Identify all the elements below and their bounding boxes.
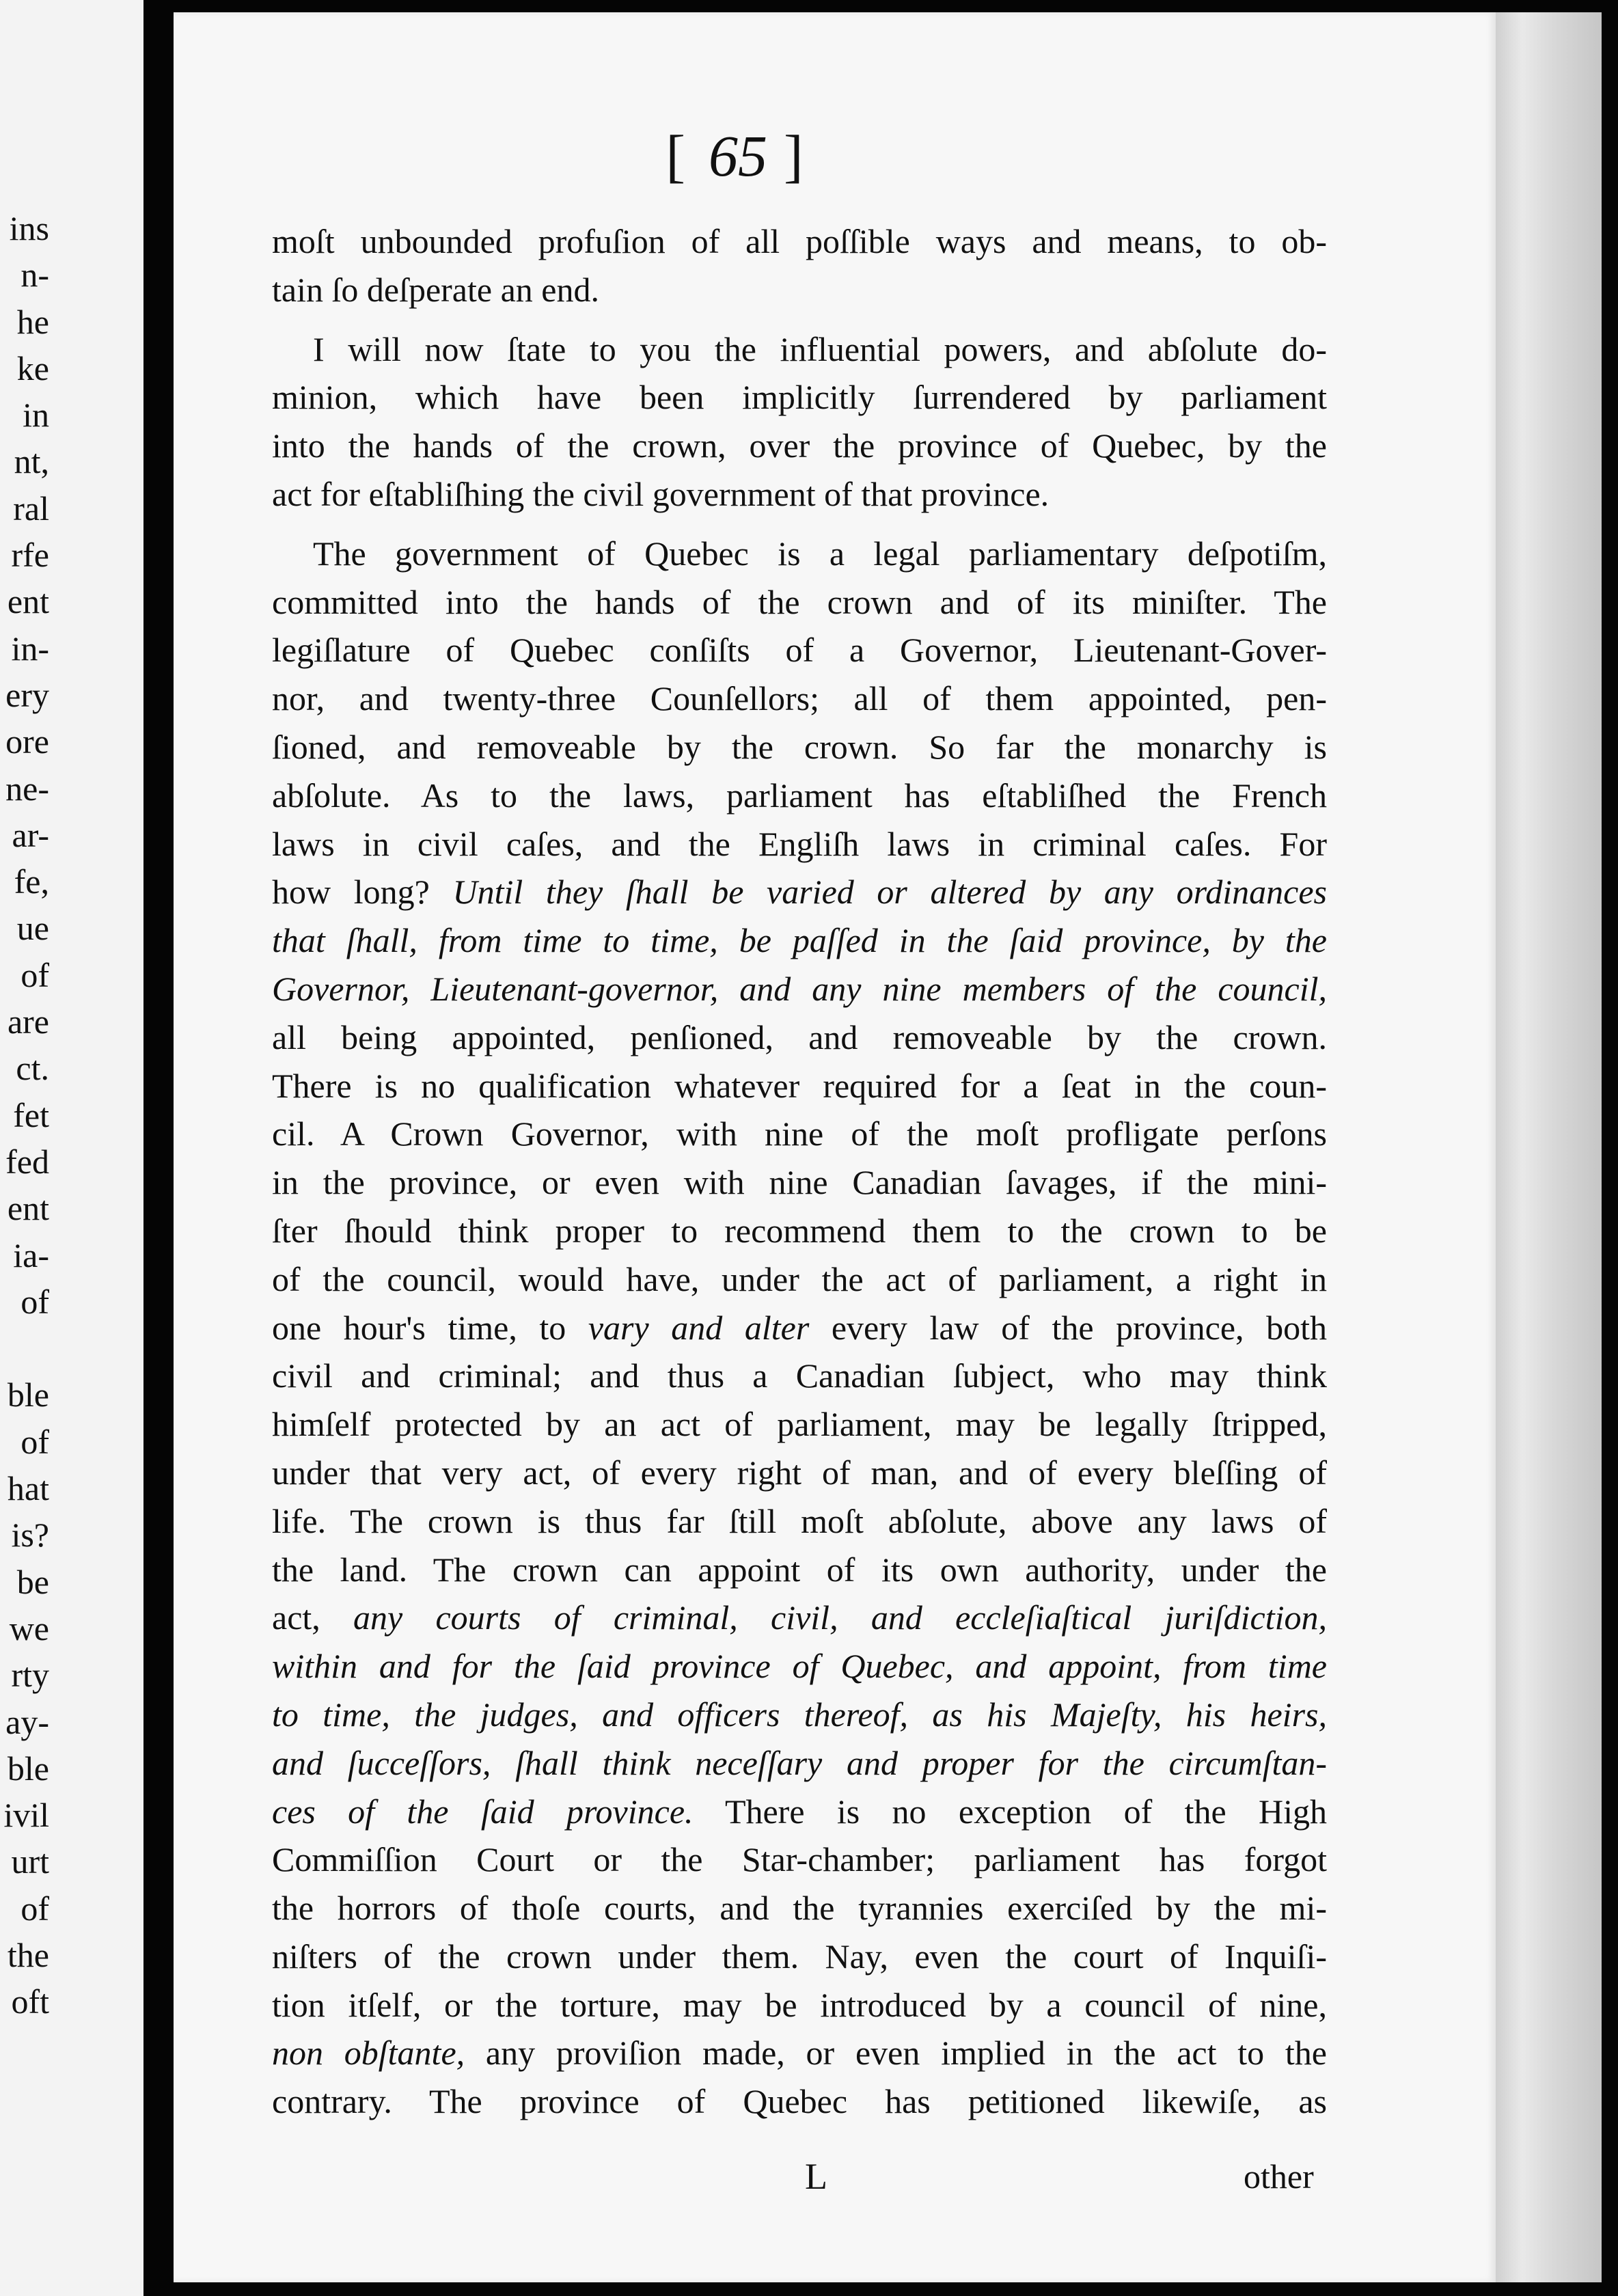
facing-page-fragment: in [23, 396, 49, 435]
text-span: I will now ſtate to you the influential powers, and abſolute do- [313, 329, 1327, 368]
text-line [272, 470, 1327, 519]
facing-page-fragment: rfe [11, 536, 49, 575]
facing-page-fragment: ct. [16, 1049, 49, 1088]
text-span: moſt unbounded profuſion of all poſſible ways and means, to ob- [272, 222, 1327, 260]
facing-page-fragment: ivil [3, 1796, 49, 1835]
text-span: of the council, would have, under the act of parliament, a right in [272, 1259, 1327, 1298]
facing-page-fragment: of [20, 1889, 49, 1928]
italic-span: vary and alter [588, 1308, 810, 1347]
text-line [272, 1400, 1327, 1449]
text-line [272, 1739, 1327, 1788]
text-span: tain ſo deſperate an end. [272, 270, 599, 309]
text-line [272, 325, 1327, 374]
text-span: minion, which have been implicitly ſurrendered by parliament [272, 378, 1327, 417]
facing-page-fragment: are [7, 1002, 49, 1041]
facing-page-fragment: is? [11, 1516, 49, 1555]
text-span: into the hands of the crown, over the province of Quebec, by the [272, 426, 1327, 465]
italic-span: non obſtante, [272, 2034, 465, 2073]
text-span: tion itſelf, or the torture, may be introduced by a council of nine, [272, 1985, 1327, 2024]
facing-page-fragment: ar- [12, 815, 49, 854]
text-span: There is no qualification whatever required for a ſeat in the coun- [272, 1066, 1327, 1105]
text-span: niſters of the crown under them. Nay, even the court of Inquiſi- [272, 1937, 1327, 1976]
text-span: all being appointed, penſioned, and removeable by the crown. [272, 1017, 1327, 1056]
text-span: himſelf protected by an act of parliament, may be legally ſtripped, [272, 1405, 1327, 1444]
text-line [272, 1691, 1327, 1739]
facing-page-fragment: of [20, 1422, 49, 1461]
facing-page-text [0, 205, 49, 2025]
italic-span: to time, the judges, and officers thereof, as his Majeſty, his heirs, [272, 1695, 1327, 1734]
text-line [272, 578, 1327, 627]
facing-page [0, 0, 143, 2296]
text-line [272, 868, 1327, 916]
facing-page-fragment: oft [11, 1982, 49, 2021]
facing-page-fragment: ia- [13, 1235, 49, 1274]
facing-page-fragment: ke [16, 348, 49, 387]
text-span: how long? [272, 873, 453, 912]
facing-page-fragment: ral [13, 489, 49, 528]
facing-page-fragment: rty [11, 1656, 49, 1695]
facing-page-fragment: urt [11, 1842, 49, 1881]
facing-page-fragment: ery [5, 675, 49, 714]
text-line [272, 626, 1327, 674]
signature-mark: L [805, 2156, 827, 2197]
text-span: any proviſion made, or even implied in the act to the [465, 2034, 1327, 2073]
text-span: The government of Quebec is a legal parliamentary deſpotiſm, [313, 534, 1327, 573]
text-span: act, [272, 1598, 354, 1637]
text-line [272, 530, 1327, 578]
text-line [272, 1207, 1327, 1255]
facing-page-fragment: ore [5, 722, 49, 761]
facing-page-fragment: he [16, 302, 49, 341]
page-number: 65 [709, 123, 767, 189]
text-span: life. The crown is thus far ſtill moſt abſolute, above any laws of [272, 1501, 1327, 1540]
facing-page-fragment: ent [7, 582, 49, 621]
facing-page-fragment: ins [9, 209, 49, 247]
text-span: Commiſſion Court or the Star-chamber; parliament has forgot [272, 1840, 1327, 1879]
facing-page-fragment: ent [7, 1189, 49, 1228]
page-edge-stack [1496, 12, 1602, 2282]
italic-span: that ſhall, from time to time, be paſſed in the ſaid province, by the [272, 921, 1327, 960]
facing-page-fragment: n- [20, 256, 49, 295]
text-span: every law of the province, both [809, 1308, 1327, 1347]
italic-span: Until they ſhall be varied or altered by any ordinances [452, 873, 1327, 912]
facing-page-fragment [0, 1325, 49, 1371]
facing-page-fragment: in- [11, 629, 49, 668]
text-line [272, 916, 1327, 965]
text-line [272, 771, 1327, 820]
italic-span: within and for the ſaid province of Quebec, and appoint, from time [272, 1647, 1327, 1686]
text-line [272, 1642, 1327, 1691]
facing-page-fragment: fed [5, 1142, 49, 1181]
text-line [272, 1013, 1327, 1062]
page-header [547, 122, 929, 190]
body-text [272, 217, 1327, 2126]
text-line [272, 266, 1327, 314]
text-span: ſter ſhould think proper to recommend them to the crown to be [272, 1211, 1327, 1250]
text-span: in the province, or even with nine Canadian ſavages, if the mini- [272, 1163, 1327, 1202]
text-line [272, 674, 1327, 723]
text-span: nor, and twenty-three Counſellors; all of them appointed, pen- [272, 679, 1327, 718]
text-line [272, 1546, 1327, 1594]
text-line [272, 1594, 1327, 1642]
text-span: civil and criminal; and thus a Canadian ſubject, who may think [272, 1356, 1327, 1395]
book-gutter [143, 0, 174, 2296]
text-line [272, 1932, 1327, 1981]
text-span: laws in civil caſes, and the Engliſh laws in criminal caſes. For [272, 824, 1327, 863]
text-line [272, 2029, 1327, 2077]
text-line [272, 1110, 1327, 1158]
text-line [272, 1158, 1327, 1207]
text-line [272, 1788, 1327, 1836]
text-line [272, 1835, 1327, 1884]
italic-span: any courts of criminal, civil, and eccleſiaſtical juriſdiction, [353, 1598, 1327, 1637]
text-line [272, 1352, 1327, 1400]
facing-page-fragment: be [16, 1562, 49, 1601]
text-line [272, 217, 1327, 266]
text-line [272, 1981, 1327, 2030]
text-line [272, 965, 1327, 1013]
text-span: cil. A Crown Governor, with nine of the moſt profligate perſons [272, 1115, 1327, 1153]
text-span: the horrors of thoſe courts, and the tyrannies exerciſed by the mi- [272, 1889, 1327, 1928]
italic-span: and ſucceſſors, ſhall think neceſſary and proper for the circumſtan- [272, 1743, 1327, 1782]
header-bracket-open: [ [666, 123, 692, 189]
facing-page-fragment: of [20, 1282, 49, 1321]
text-line [272, 373, 1327, 422]
facing-page-fragment: ne- [5, 769, 49, 808]
facing-page-fragment: fe, [14, 862, 49, 901]
text-line [272, 1884, 1327, 1932]
text-line [272, 820, 1327, 869]
italic-span: ces of the ſaid province. [272, 1792, 694, 1831]
catchword: other [1244, 2157, 1314, 2196]
text-span: legiſlature of Quebec conſiſts of a Governor, Lieutenant-Gover- [272, 631, 1327, 670]
text-span: contrary. The province of Quebec has petitioned likewiſe, as [272, 2082, 1327, 2121]
facing-page-fragment: we [9, 1609, 49, 1648]
text-span: abſolute. As to the laws, parliament has eſtabliſhed the French [272, 776, 1327, 815]
facing-page-fragment: hat [7, 1469, 49, 1508]
text-line [272, 1304, 1327, 1352]
text-line [272, 1497, 1327, 1546]
facing-page-fragment: fet [13, 1095, 49, 1134]
italic-span: Governor, Lieutenant-governor, and any nine members of the council, [272, 969, 1327, 1008]
facing-page-fragment: of [20, 955, 49, 994]
text-span: under that very act, of every right of man, and of every bleſſing of [272, 1453, 1327, 1492]
header-bracket-close: ] [784, 123, 810, 189]
text-line [272, 1449, 1327, 1497]
facing-page-fragment: ble [7, 1376, 49, 1414]
text-line [272, 422, 1327, 470]
facing-page-fragment: the [7, 1935, 49, 1974]
text-span: the land. The crown can appoint of its own authority, under the [272, 1550, 1327, 1589]
facing-page-fragment: ble [7, 1749, 49, 1788]
text-line [272, 2077, 1327, 2126]
text-span: ſioned, and removeable by the crown. So far the monarchy is [272, 727, 1327, 766]
facing-page-fragment: ay- [5, 1702, 49, 1741]
text-span: There is no exception of the High [693, 1792, 1327, 1831]
facing-page-fragment: ue [16, 909, 49, 948]
text-line [272, 723, 1327, 771]
text-line [272, 1255, 1327, 1304]
facing-page-fragment: nt, [14, 442, 49, 481]
text-span: committed into the hands of the crown and of its miniſter. The [272, 582, 1327, 621]
text-span: act for eſtabliſhing the civil government of that province. [272, 474, 1050, 513]
text-span: one hour's time, to [272, 1308, 588, 1347]
text-line [272, 1062, 1327, 1110]
